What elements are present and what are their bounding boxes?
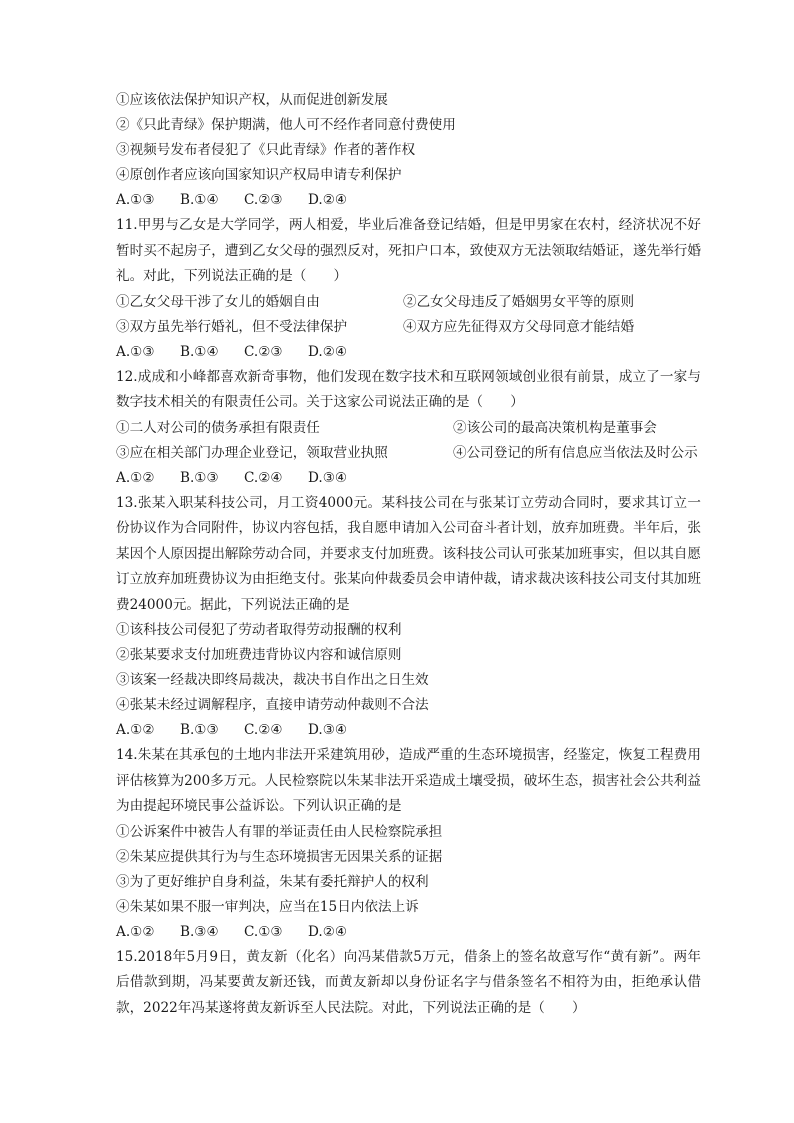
q12-item-1: ①二人对公司的债务承担有限责任	[116, 419, 320, 436]
q14-option-c: C.①③	[244, 923, 283, 940]
q11-item-3: ③双方虽先举行婚礼，但不受法律保护	[116, 318, 348, 335]
q14-stem: 14.朱某在其承包的土地内非法开采建筑用砂，造成严重的生态环境损害，经鉴定，恢复工程费用评估核算为200多万元。人民检察院以朱某非法开采造成土壤受损，破坏生态，损害社会公共利益为由提起环境民事公益诉讼。下列认识正确的是	[116, 747, 701, 814]
q13-option-c: C.②④	[244, 722, 283, 738]
q13-item-1: ①该科技公司侵犯了劳动者取得劳动报酬的权利	[116, 622, 402, 638]
q14-option-b: B.③④	[180, 923, 219, 940]
q12-item-2: ②该公司的最高决策机构是董事会	[453, 419, 657, 436]
question-13	[116, 491, 701, 744]
q10-item-1: ①应该依法保护知识产权，从而促进创新发展	[116, 92, 388, 108]
question-10	[116, 88, 701, 213]
q12-item-3: ③应在相关部门办理企业登记，领取营业执照	[116, 444, 388, 461]
q11-option-d: D.②④	[308, 343, 348, 360]
q12-option-b: B.①③	[180, 469, 219, 486]
q11-option-c: C.②③	[244, 343, 283, 360]
q11-option-b: B.①④	[180, 343, 219, 360]
question-11	[116, 213, 701, 365]
q10-option-d: D.②④	[308, 192, 348, 208]
question-12	[116, 365, 701, 491]
q11-option-a: A.①③	[116, 343, 155, 360]
q11-items-row-1	[116, 290, 701, 315]
q14-item-2: ②朱某应提供其行为与生态环境损害无因果关系的证据	[116, 848, 443, 865]
exam-content	[116, 88, 701, 1021]
q14-option-a: A.①②	[116, 923, 155, 940]
q13-stem: 13.张某入职某科技公司，月工资4000元。某科技公司在与张某订立劳动合同时，要求其订立一份协议作为合同附件，协议内容包括，我自愿申请加入公司奋斗者计划，放弃加班费。半年后，张某因个人原因提出解除劳动合同，并要求支付加班费。该科技公司认可张某加班事实，但以其自愿订立放弃加班费协议为由拒绝支付。张某向仲裁委员会申请仲裁，请求裁决该科技公司支付其加班费24000元。据此，下列说法正确的是	[116, 494, 701, 613]
q14-item-3: ③为了更好维护自身利益，朱某有委托辩护人的权利	[116, 873, 429, 890]
q10-item-3: ③视频号发布者侵犯了《只此青绿》作者的著作权	[116, 142, 416, 158]
q11-options	[116, 340, 701, 365]
q13-options	[116, 718, 701, 743]
q13-item-2: ②张某要求支付加班费违背协议内容和诚信原则	[116, 647, 402, 663]
q10-option-b: B.①④	[180, 192, 219, 208]
q11-stem: 11.甲男与乙女是大学同学，两人相爱，毕业后准备登记结婚，但是甲男家在农村，经济状况不好暂时买不起房子，遭到乙女父母的强烈反对，死扣户口本，致使双方无法领取结婚证，遂先举行婚礼。对此，下列说法正确的是（ ）	[116, 217, 701, 284]
q10-option-c: C.②③	[244, 192, 283, 208]
q11-item-2: ②乙女父母违反了婚姻男女平等的原则	[403, 293, 635, 310]
q12-item-4: ④公司登记的所有信息应当依法及时公示	[453, 444, 698, 461]
q12-options	[116, 466, 701, 491]
q13-option-b: B.①③	[180, 722, 219, 738]
q11-item-1: ①乙女父母干涉了女儿的婚姻自由	[116, 293, 320, 310]
q12-items-row-1	[116, 416, 701, 441]
q10-item-4: ④原创作者应该向国家知识产权局申请专利保护	[116, 167, 402, 183]
q11-items-row-2	[116, 315, 701, 340]
q14-option-d: D.②④	[308, 923, 348, 940]
question-15	[116, 945, 701, 1022]
q12-option-c: C.②④	[244, 469, 283, 486]
q12-option-a: A.①②	[116, 469, 155, 486]
q10-item-2: ②《只此青绿》保护期满，他人可不经作者同意付费使用	[116, 117, 456, 133]
q15-stem: 15.2018年5月9日，黄友新（化名）向冯某借款5万元，借条上的签名故意写作“黄有新”。两年后借款到期，冯某要黄友新还钱，而黄友新却以身份证名字与借条签名不相符为由，拒绝承认借款，2022年冯某遂将黄友新诉至人民法院。对此，下列说法正确的是（ ）	[116, 948, 701, 1016]
q11-item-4: ④双方应先征得双方父母同意才能结婚	[403, 318, 635, 335]
q13-item-3: ③该案一经裁决即终局裁决，裁决书自作出之日生效	[116, 672, 429, 688]
q12-option-d: D.③④	[308, 469, 348, 486]
q10-option-a: A.①③	[116, 192, 155, 208]
q13-option-a: A.①②	[116, 722, 155, 738]
q13-option-d: D.③④	[308, 722, 348, 738]
q13-item-4: ④张某未经过调解程序，直接申请劳动仲裁则不合法	[116, 697, 429, 713]
q14-item-1: ①公诉案件中被告人有罪的举证责任由人民检察院承担	[116, 823, 443, 840]
q12-stem: 12.成成和小峰都喜欢新奇事物，他们发现在数字技术和互联网领域创业很有前景，成立了一家与数字技术相关的有限责任公司。关于这家公司说法正确的是（ ）	[116, 368, 701, 410]
q10-options	[116, 188, 701, 213]
q14-options	[116, 920, 701, 945]
question-14	[116, 743, 701, 945]
q14-item-4: ④朱某如果不服一审判决，应当在15日内依法上诉	[116, 898, 419, 915]
q12-items-row-2	[116, 441, 701, 466]
